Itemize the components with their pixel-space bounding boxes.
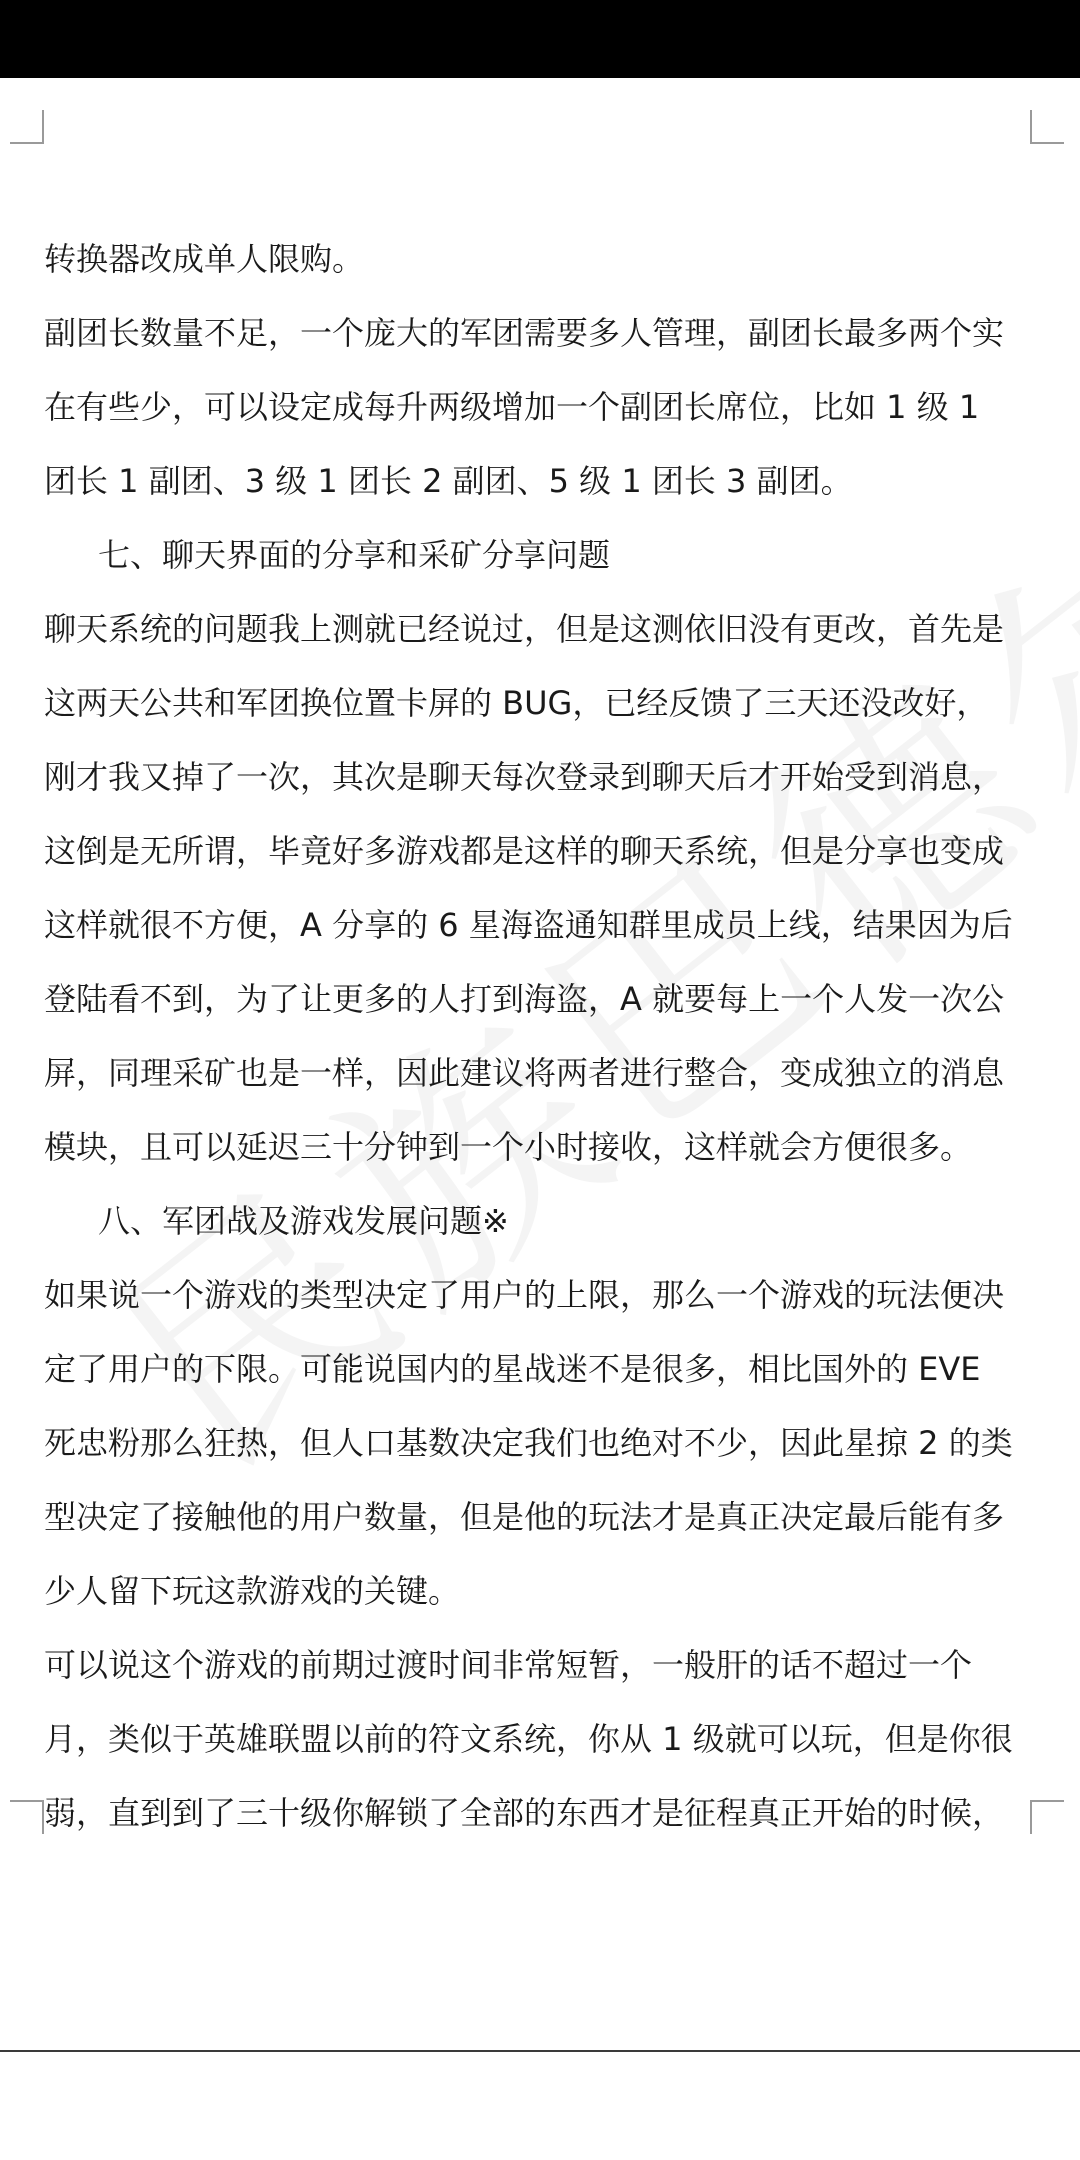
paragraph-line: 副团长数量不足，一个庞大的军团需要多人管理，副团长最多两个实 (44, 314, 1005, 352)
next-page-area (0, 2052, 1080, 2160)
paragraph-line: 这两天公共和军团换位置卡屏的 BUG，已经反馈了三天还没改好， (44, 684, 989, 722)
paragraph-line: 团长 1 副团、3 级 1 团长 2 副团、5 级 1 团长 3 副团。 (44, 462, 853, 500)
crop-mark-bottom-left (10, 1800, 44, 1834)
paragraph-line: 屏，同理采矿也是一样，因此建议将两者进行整合，变成独立的消息 (44, 1054, 1005, 1092)
paragraph-line: 转换器改成单人限购。 (44, 240, 365, 278)
paragraph-line: 型决定了接触他的用户数量，但是他的玩法才是真正决定最后能有多 (44, 1498, 1005, 1536)
section-heading: 七、聊天界面的分享和采矿分享问题 (98, 536, 611, 574)
paragraph-line: 登陆看不到，为了让更多的人打到海盗，A 就要每上一个人发一次公 (44, 980, 1005, 1018)
document-body (44, 222, 1036, 1850)
paragraph-line: 弱，直到到了三十级你解锁了全部的东西才是征程真正开始的时候， (44, 1794, 1005, 1832)
paragraph-line: 定了用户的下限。可能说国内的星战迷不是很多，相比国外的 EVE (44, 1350, 981, 1388)
paragraph-line: 死忠粉那么狂热，但人口基数决定我们也绝对不少，因此星掠 2 的类 (44, 1424, 1013, 1462)
status-bar (0, 0, 1080, 78)
paragraph-line: 刚才我又掉了一次，其次是聊天每次登录到聊天后才开始受到消息， (44, 758, 1005, 796)
paragraph-line: 如果说一个游戏的类型决定了用户的上限，那么一个游戏的玩法便决 (44, 1276, 1005, 1314)
paragraph-line: 模块，且可以延迟三十分钟到一个小时接收，这样就会方便很多。 (44, 1128, 973, 1166)
crop-mark-top-right (1030, 110, 1064, 144)
paragraph-line: 月，类似于英雄联盟以前的符文系统，你从 1 级就可以玩，但是你很 (44, 1720, 1013, 1758)
paragraph-line: 可以说这个游戏的前期过渡时间非常短暂，一般肝的话不超过一个 (44, 1646, 973, 1684)
section-heading: 八、军团战及游戏发展问题※ (98, 1202, 509, 1240)
paragraph-line: 这倒是无所谓，毕竟好多游戏都是这样的聊天系统，但是分享也变成 (44, 832, 1005, 870)
paragraph-line: 少人留下玩这款游戏的关键。 (44, 1572, 461, 1610)
crop-mark-top-left (10, 110, 44, 144)
paragraph-line: 在有些少，可以设定成每升两级增加一个副团长席位，比如 1 级 1 (44, 388, 980, 426)
paragraph-line: 这样就很不方便，A 分享的 6 星海盗通知群里成员上线，结果因为后 (44, 906, 1013, 944)
paragraph-line: 聊天系统的问题我上测就已经说过，但是这测依旧没有更改，首先是 (44, 610, 1005, 648)
